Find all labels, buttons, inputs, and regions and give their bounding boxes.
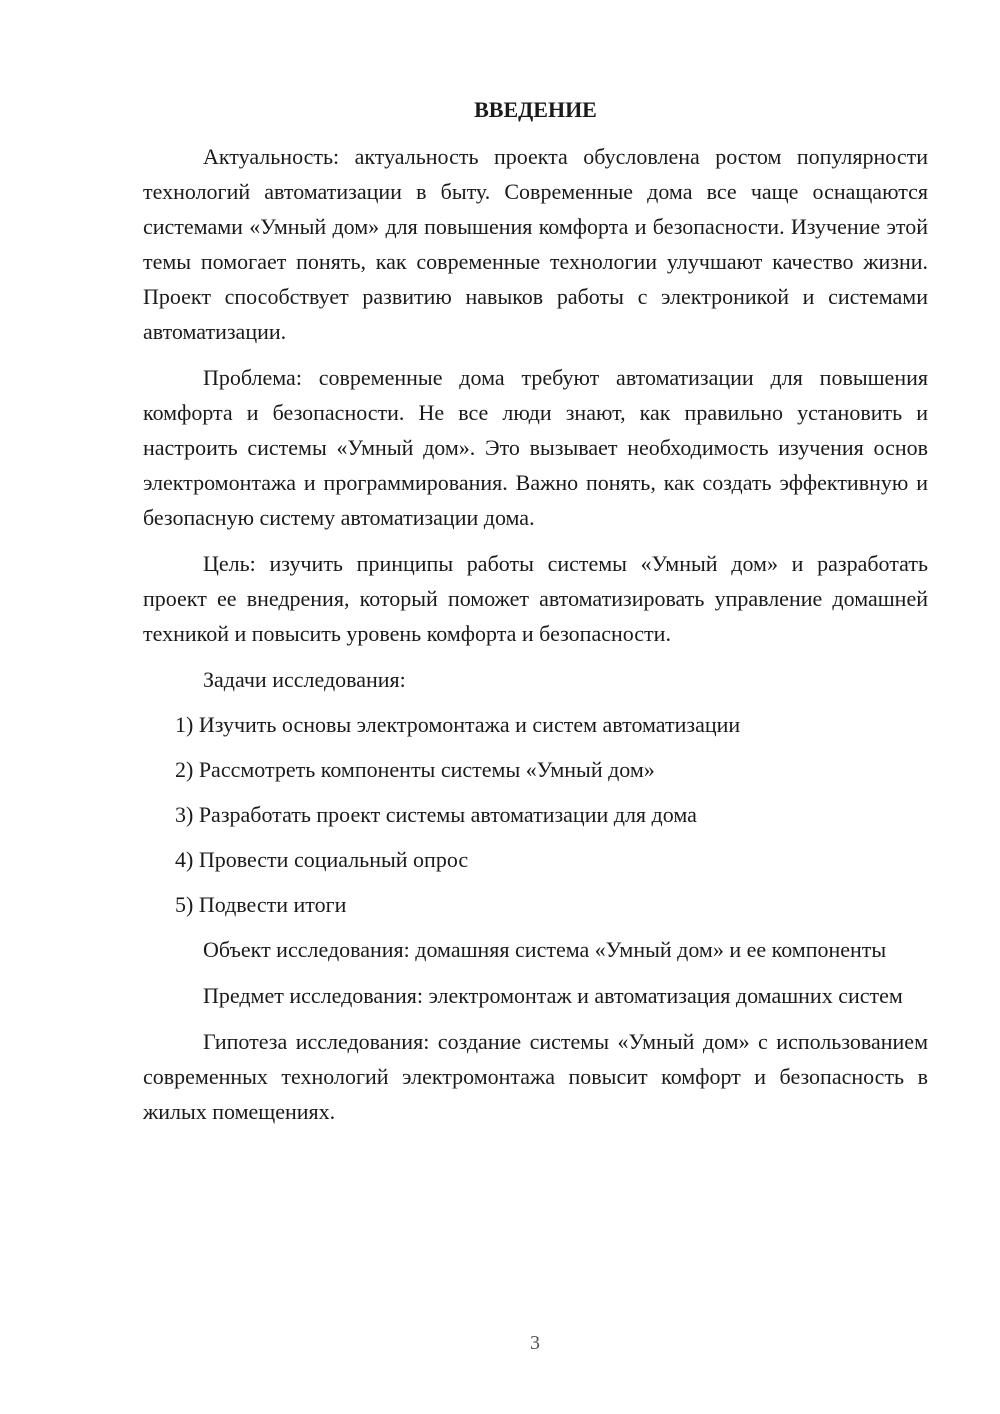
task-item: 4) Провести социальный опрос [175,847,469,872]
task-item: 2) Рассмотреть компоненты системы «Умный дом» [175,757,655,782]
relevance-paragraph: Актуальность: актуальность проекта обусловлена ростом популярности технологий автоматизации в быту. Современные дома все чаще оснащаются системами «Умный дом» для повышения комфорта и безопасности. Изучение этой темы помогает понять, как современные технологии улучшают качество жизни. Проект способствует развитию навыков работы с электроникой и системами автоматизации. [143,144,928,344]
tasks-heading: Задачи исследования: [203,667,406,692]
task-item: 1) Изучить основы электромонтажа и систем автоматизации [175,712,741,737]
hypothesis-paragraph: Гипотеза исследования: создание системы «Умный дом» с использованием современных технологий электромонтажа повысит комфорт и безопасность в жилых помещениях. [143,1029,928,1124]
problem-paragraph: Проблема: современные дома требуют автоматизации для повышения комфорта и безопасности. Не все люди знают, как правильно установить и настроить системы «Умный дом». Это вызывает необходимость изучения основ электромонтажа и программирования. Важно понять, как создать эффективную и безопасную систему автоматизации дома. [143,365,928,530]
page-title: ВВЕДЕНИЕ [474,97,597,122]
task-item: 5) Подвести итоги [175,892,347,917]
goal-paragraph: Цель: изучить принципы работы системы «Умный дом» и разработать проект ее внедрения, который поможет автоматизировать управление домашней техникой и повысить уровень комфорта и безопасности. [143,551,928,646]
object-paragraph: Объект исследования: домашняя система «Умный дом» и ее компоненты [203,937,887,962]
page-number: 3 [530,1332,540,1354]
task-item: 3) Разработать проект системы автоматизации для дома [175,802,697,827]
subject-paragraph: Предмет исследования: электромонтаж и автоматизация домашних систем [203,983,903,1008]
document-page [143,95,928,1140]
